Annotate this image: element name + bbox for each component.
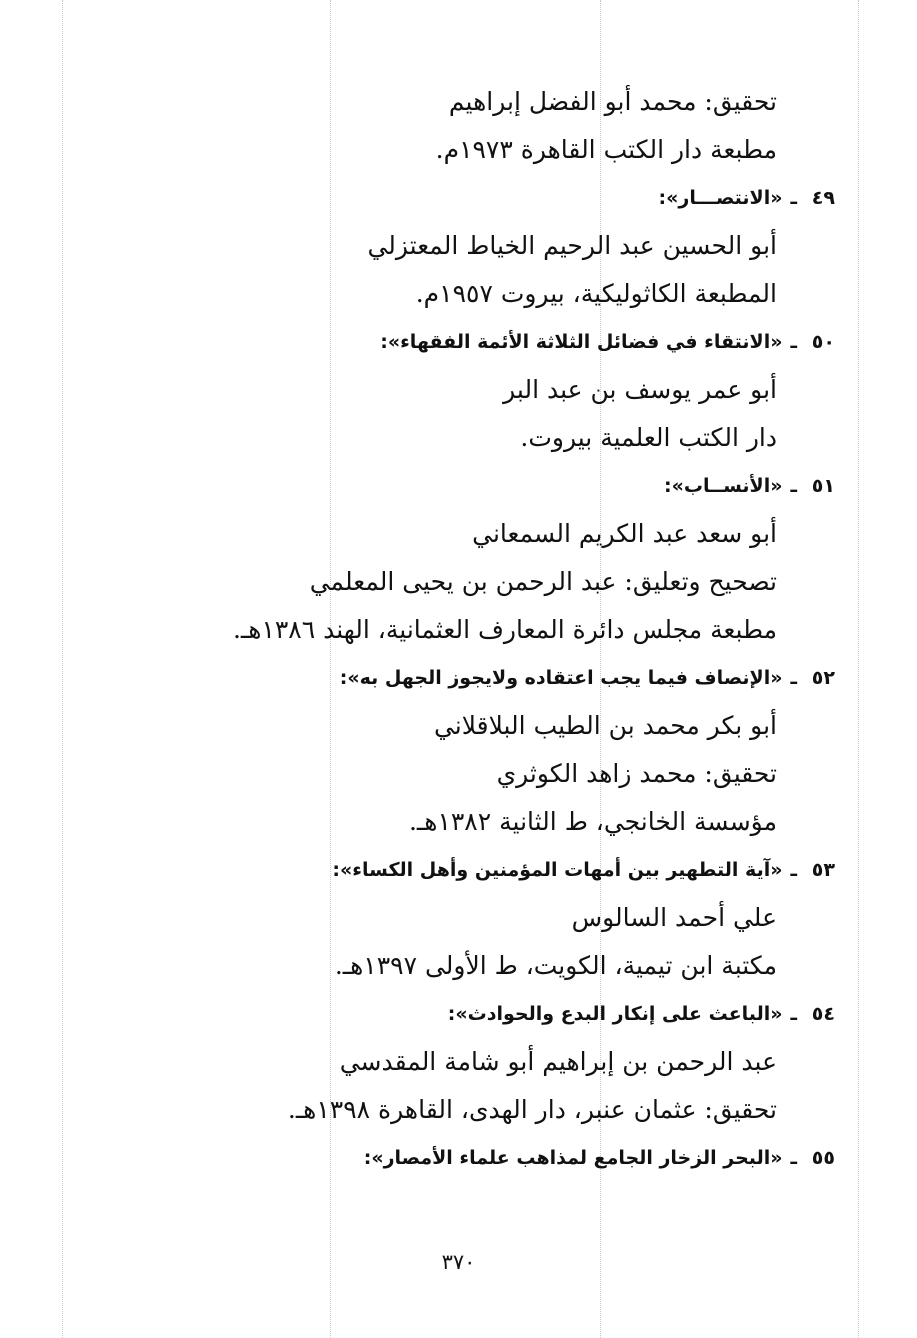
entry-detail-line: تحقيق: عثمان عنبر، دار الهدى، القاهرة ١٣٩٨هـ. [287, 1095, 777, 1124]
entry-title: «الانتقاء في فضائل الثلاثة الأئمة الفقهاء»: [380, 331, 783, 353]
entry-title: «الانتصـــار»: [658, 187, 783, 209]
entry-detail-line: تصحيح وتعليق: عبد الرحمن بن يحيى المعلمي [309, 567, 777, 596]
dotted-guide-line [858, 0, 859, 1338]
entry-number: ٤٩ [811, 187, 835, 209]
entry-number: ٥٤ [811, 1003, 835, 1025]
entry-detail-line: مكتبة ابن تيمية، الكويت، ط الأولى ١٣٩٧هـ. [334, 951, 777, 980]
entry-title: «الباعث على إنكار البدع والحوادث»: [447, 1003, 783, 1025]
entry-heading [137, 990, 835, 1038]
entry-number: ٥٣ [811, 859, 835, 881]
bibliography-list [137, 78, 835, 1182]
entry-heading [137, 846, 835, 894]
entry-number: ٥١ [811, 475, 835, 497]
entry-heading [137, 654, 835, 702]
entry-dash: ـ [790, 1003, 797, 1025]
entry-heading [137, 174, 835, 222]
entry-detail-line: علي أحمد السالوس [571, 903, 777, 932]
page-number: ٣٧٠ [441, 1250, 476, 1274]
entry-dash: ـ [790, 331, 797, 353]
entry-detail-line: أبو سعد عبد الكريم السمعاني [472, 519, 777, 548]
entry-detail-line: أبو بكر محمد بن الطيب البلاقلاني [433, 711, 777, 740]
entry-title: «الإنصاف فيما يجب اعتقاده ولايجوز الجهل به»: [339, 667, 783, 689]
entry-dash: ـ [790, 1147, 797, 1169]
entry-dash: ـ [790, 859, 797, 881]
entry-detail-line: عبد الرحمن بن إبراهيم أبو شامة المقدسي [339, 1047, 777, 1076]
entry-dash: ـ [790, 667, 797, 689]
entry-title: «آية التطهير بين أمهات المؤمنين وأهل الكساء»: [332, 859, 783, 881]
entry-detail-line: أبو الحسين عبد الرحيم الخياط المعتزلي [367, 231, 777, 260]
entry-heading [137, 1134, 835, 1182]
entry-detail-line: المطبعة الكاثوليكية، بيروت ١٩٥٧م. [415, 279, 777, 308]
entry-detail-line: مؤسسة الخانجي، ط الثانية ١٣٨٢هـ. [408, 807, 777, 836]
entry-title: «البحر الزخار الجامع لمذاهب علماء الأمصار»: [363, 1147, 783, 1169]
entry-number: ٥٠ [811, 331, 835, 353]
entry-detail-line: مطبعة مجلس دائرة المعارف العثمانية، الهند ١٣٨٦هـ. [232, 615, 777, 644]
entry-detail-line: تحقيق: محمد أبو الفضل إبراهيم [448, 87, 777, 116]
entry-detail-line: دار الكتب العلمية بيروت. [520, 423, 777, 452]
entry-number: ٥٢ [811, 667, 835, 689]
entry-heading [137, 462, 835, 510]
entry-number: ٥٥ [811, 1147, 835, 1169]
entry-detail-line: مطبعة دار الكتب القاهرة ١٩٧٣م. [435, 135, 777, 164]
entry-detail-line: تحقيق: محمد زاهد الكوثري [496, 759, 777, 788]
dotted-guide-line [62, 0, 63, 1338]
entry-dash: ـ [790, 475, 797, 497]
entry-dash: ـ [790, 187, 797, 209]
entry-detail-line: أبو عمر يوسف بن عبد البر [503, 375, 777, 404]
entry-heading [137, 318, 835, 366]
entry-title: «الأنســاب»: [664, 475, 783, 497]
